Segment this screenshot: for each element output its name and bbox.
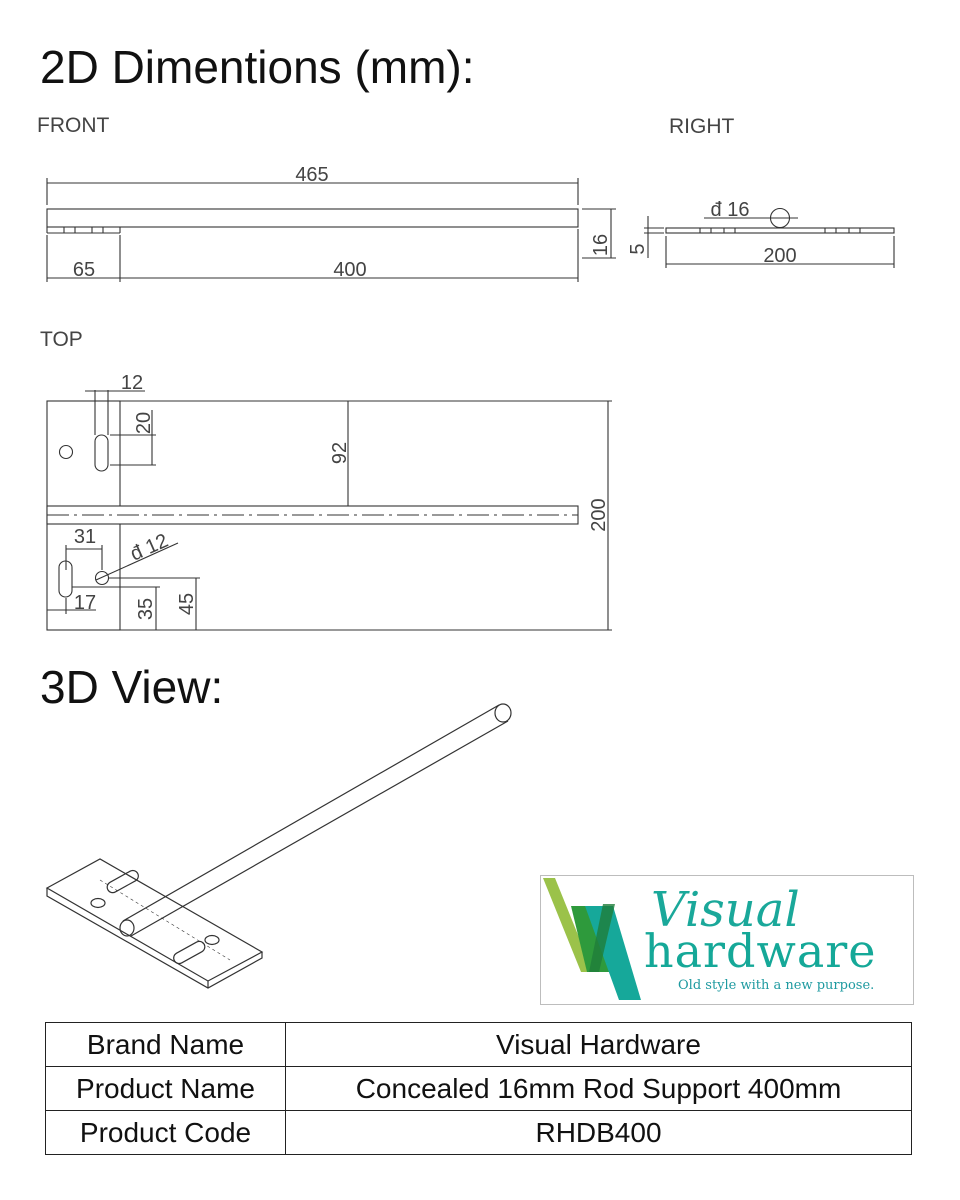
product-name-label: Product Name [46,1067,286,1111]
brand-name-value: Visual Hardware [286,1023,912,1067]
table-row [46,1111,912,1155]
dim-top-slot-width: 12 [120,372,144,394]
view-label-top: TOP [40,328,83,351]
visual-hardware-logo [540,875,914,1005]
logo-tagline: Old style with a new purpose. [678,978,875,993]
dim-top-hole-diameter: đ 12 [127,529,172,566]
dim-front-rod: 400 [333,259,367,281]
logo-mark-icon [541,876,651,1004]
dim-top-slot-height: 45 [176,592,198,616]
view-label-right: RIGHT [669,115,735,138]
dim-right-width: 200 [763,245,797,267]
dim-top-hole-height: 35 [135,597,157,621]
iso-3d-drawing [47,704,511,988]
dim-front-height: 16 [590,233,612,257]
front-view-drawing [47,178,616,282]
dim-top-slot-offset: 17 [73,592,97,614]
product-name-value: Concealed 16mm Rod Support 400mm [286,1067,912,1111]
product-code-label: Product Code [46,1111,286,1155]
brand-name-label: Brand Name [46,1023,286,1067]
view-label-front: FRONT [37,114,110,137]
dim-top-slot-length: 20 [133,411,155,435]
page-title: 2D Dimentions (mm): [40,41,475,93]
product-code-value: RHDB400 [286,1111,912,1155]
dim-top-hole-offset: 31 [73,526,97,548]
section-title-3d: 3D View: [40,661,224,713]
dim-top-overall: 200 [588,498,610,532]
logo-word-visual: Visual [651,882,800,938]
dim-front-plate: 65 [72,259,96,281]
dim-right-diameter: đ 16 [710,199,750,221]
spec-table [45,1022,912,1155]
table-row [46,1023,912,1067]
dim-right-thickness: 5 [627,243,649,255]
logo-word-hardware: hardware [644,924,877,978]
table-row [46,1067,912,1111]
dim-top-to-center: 92 [329,441,351,465]
top-view-drawing [47,390,612,630]
dim-front-overall: 465 [295,164,329,186]
